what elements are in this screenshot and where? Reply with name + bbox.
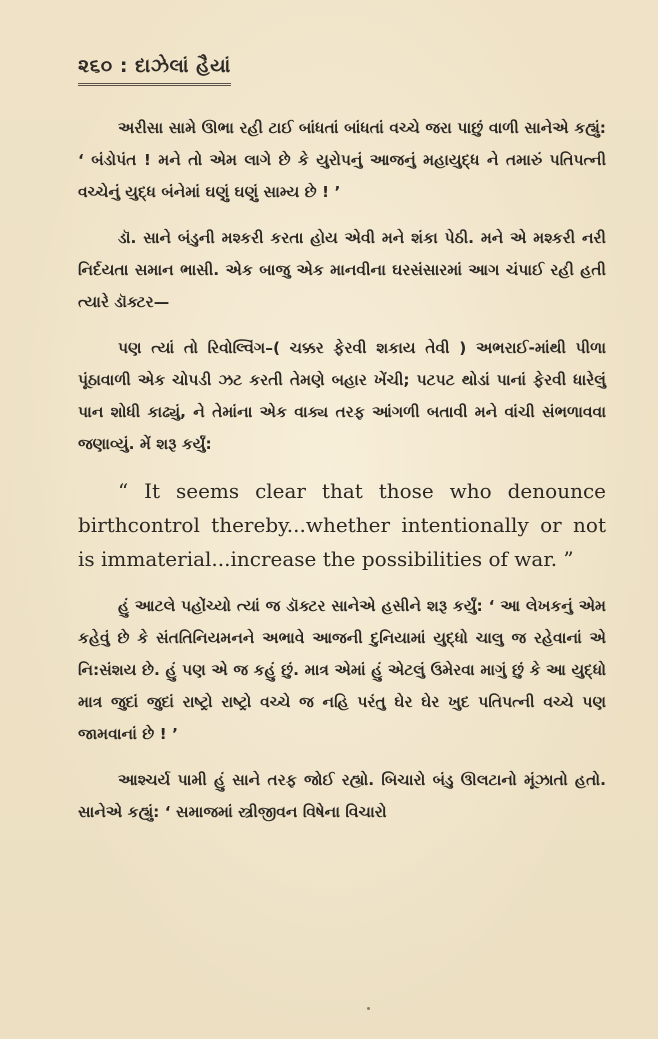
paragraph-4: હું આટલે પહોંચ્યો ત્યાં જ ડૉક્ટર સાનેએ હસીને શરૂ કર્યું: ‘ આ લેખકનું એમ કહેવું છે કે સંતતિનિયમનને અભાવે આજની દુનિયામાં યુદ્ધો ચાલુ જ રહેવાનાં એ નિ:સંશય છે. હું પણ એ જ કહું છું. માત્ર એમાં હું એટલું ઉમેરવા માગું છું કે આ યુદ્ધો માત્ર જુદાં જુદાં રાષ્ટ્રો રાષ્ટ્રો વચ્ચે જ નહિ પરંતુ ઘેર ઘેર ખુદ પતિપત્ની વચ્ચે પણ જામવાનાં છે ! ’ — [78, 597, 606, 743]
english-quote: “ It seems clear that those who denounce birthcontrol thereby...whether intentionally or not is immaterial...increase the possibilities of war. ” — [78, 479, 606, 571]
paragraph-2: ડૉ. સાને બંડુની મશ્કરી કરતા હોય એવી મને શંકા પેઠી. મને એ મશ્કરી નરી નિર્દયતા સમાન ભાસી. એક બાજુ એક માનવીના ઘરસંસારમાં આગ ચંપાઈ રહી હતી ત્યારે ડૉક્ટર— — [78, 229, 606, 311]
paragraph-1: અરીસા સામે ઊભા રહી ટાઈ બાંધતાં બાંધતાં વચ્ચે જરા પાછું વાળી સાનેએ કહ્યું: ‘ બંડોપંત ! મને તો એમ લાગે છે કે યુરોપનું આજનું મહાયુદ્ધ ને તમારું પતિપત્ની વચ્ચેનું યુદ્ધ બંનેમાં ઘણું ઘણું સામ્ય છે ! ’ — [78, 119, 606, 201]
print-speck — [367, 1007, 370, 1010]
paragraph-3: પણ ત્યાં તો રિવોલ્વિંગ–( ચક્કર ફેરવી શકાય તેવી ) અભરાઈ-માંથી પીળા પૂંઠાવાળી એક ચોપડી ઝટ કરતી તેમણે બહાર ખેંચી; પટપટ થોડાં પાનાં ફેરવી ધારેલું પાન શોધી કાઢ્યું, ને તેમાંના એક વાક્ય તરફ આંગળી બતાવી મને વાંચી સંભળાવવા જણાવ્યું. મેં શરૂ કર્યું: — [78, 339, 606, 453]
paragraph-5: આશ્ચર્ય પામી હું સાને તરફ જોઈ રહ્યો. બિચારો બંડુ ઊલટાનો મૂંઝાતો હતો. સાનેએ કહ્યું: ‘ સમાજમાં સ્ત્રીજીવન વિષેના વિચારો — [78, 771, 606, 821]
page-header: ૨૬૦ : દાઝેલાં હૈયાં — [78, 55, 231, 86]
